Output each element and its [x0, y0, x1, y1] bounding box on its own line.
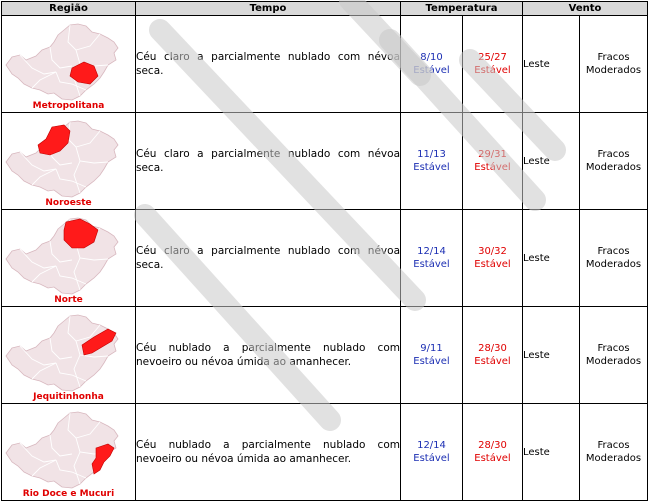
- region-map-jequitinhonha: [4, 311, 132, 393]
- header-temperature: Temperatura: [401, 2, 523, 16]
- wind-speed-cell: [580, 404, 648, 501]
- wind-direction: Leste: [523, 16, 580, 113]
- region-name: Noroeste: [45, 198, 92, 208]
- table-row: [2, 113, 648, 210]
- min-temperature-trend: Estável: [413, 65, 450, 76]
- region-name: Metropolitana: [32, 101, 105, 111]
- wind-direction: Leste: [523, 113, 580, 210]
- min-temperature: 9/11: [420, 343, 443, 354]
- region-map-rio-doce-e-mucuri: [4, 408, 132, 490]
- forecast-table: [1, 1, 648, 501]
- region-cell: [2, 113, 136, 210]
- wind-speed-cell: [580, 307, 648, 404]
- max-temperature: 29/31: [478, 149, 507, 160]
- table-row: [2, 210, 648, 307]
- header-wind: Vento: [523, 2, 648, 16]
- wind-direction: Leste: [523, 210, 580, 307]
- min-temperature: 11/13: [417, 149, 446, 160]
- wind-speed: Moderados: [585, 356, 642, 367]
- max-temperature-cell: [463, 307, 523, 404]
- header-row: [2, 2, 648, 16]
- max-temperature-cell: [463, 16, 523, 113]
- region-cell: [2, 404, 136, 501]
- weather-description: Céu claro a parcialmente nublado com névoa seca.: [136, 113, 401, 210]
- wind-speed: Fracos: [597, 149, 630, 160]
- min-temperature-cell: [401, 210, 463, 307]
- max-temperature-cell: [463, 404, 523, 501]
- header-region: Região: [2, 2, 136, 16]
- max-temperature: 28/30: [478, 440, 507, 451]
- max-temperature-trend: Estável: [474, 453, 511, 464]
- region-cell: [2, 16, 136, 113]
- region-map-norte: [4, 214, 132, 296]
- max-temperature-trend: Estável: [474, 65, 511, 76]
- wind-speed-cell: [580, 16, 648, 113]
- min-temperature: 8/10: [420, 52, 443, 63]
- wind-speed: Fracos: [597, 343, 630, 354]
- weather-description: Céu claro a parcialmente nublado com névoa seca.: [136, 16, 401, 113]
- region-name: Norte: [54, 295, 83, 305]
- wind-speed: Fracos: [597, 440, 630, 451]
- max-temperature: 28/30: [478, 343, 507, 354]
- min-temperature-trend: Estável: [413, 259, 450, 270]
- region-cell: [2, 307, 136, 404]
- min-temperature-trend: Estável: [413, 356, 450, 367]
- region-cell: [2, 210, 136, 307]
- header-weather: Tempo: [136, 2, 401, 16]
- min-temperature-cell: [401, 404, 463, 501]
- max-temperature-cell: [463, 210, 523, 307]
- wind-direction: Leste: [523, 404, 580, 501]
- min-temperature-trend: Estável: [413, 162, 450, 173]
- table-row: [2, 307, 648, 404]
- region-map-noroeste: [4, 117, 132, 199]
- wind-speed: Fracos: [597, 246, 630, 257]
- wind-direction: Leste: [523, 307, 580, 404]
- max-temperature-trend: Estável: [474, 356, 511, 367]
- wind-speed: Moderados: [585, 453, 642, 464]
- max-temperature-cell: [463, 113, 523, 210]
- min-temperature-cell: [401, 307, 463, 404]
- weather-description: Céu claro a parcialmente nublado com névoa seca.: [136, 210, 401, 307]
- wind-speed: Fracos: [597, 52, 630, 63]
- weather-description: Céu nublado a parcialmente nublado com nevoeiro ou névoa úmida ao amanhecer.: [136, 404, 401, 501]
- weather-description: Céu nublado a parcialmente nublado com nevoeiro ou névoa úmida ao amanhecer.: [136, 307, 401, 404]
- max-temperature-trend: Estável: [474, 162, 511, 173]
- max-temperature: 30/32: [478, 246, 507, 257]
- min-temperature-cell: [401, 113, 463, 210]
- min-temperature-cell: [401, 16, 463, 113]
- region-name: Jequitinhonha: [33, 392, 104, 402]
- wind-speed: Moderados: [585, 162, 642, 173]
- min-temperature: 12/14: [417, 246, 446, 257]
- max-temperature: 25/27: [478, 52, 507, 63]
- wind-speed: Moderados: [585, 259, 642, 270]
- min-temperature-trend: Estável: [413, 453, 450, 464]
- region-map-metropolitana: [4, 20, 132, 102]
- min-temperature: 12/14: [417, 440, 446, 451]
- region-name: Rio Doce e Mucuri: [22, 489, 115, 499]
- wind-speed-cell: [580, 210, 648, 307]
- table-row: [2, 404, 648, 501]
- table-row: [2, 16, 648, 113]
- wind-speed-cell: [580, 113, 648, 210]
- wind-speed: Moderados: [585, 65, 642, 76]
- max-temperature-trend: Estável: [474, 259, 511, 270]
